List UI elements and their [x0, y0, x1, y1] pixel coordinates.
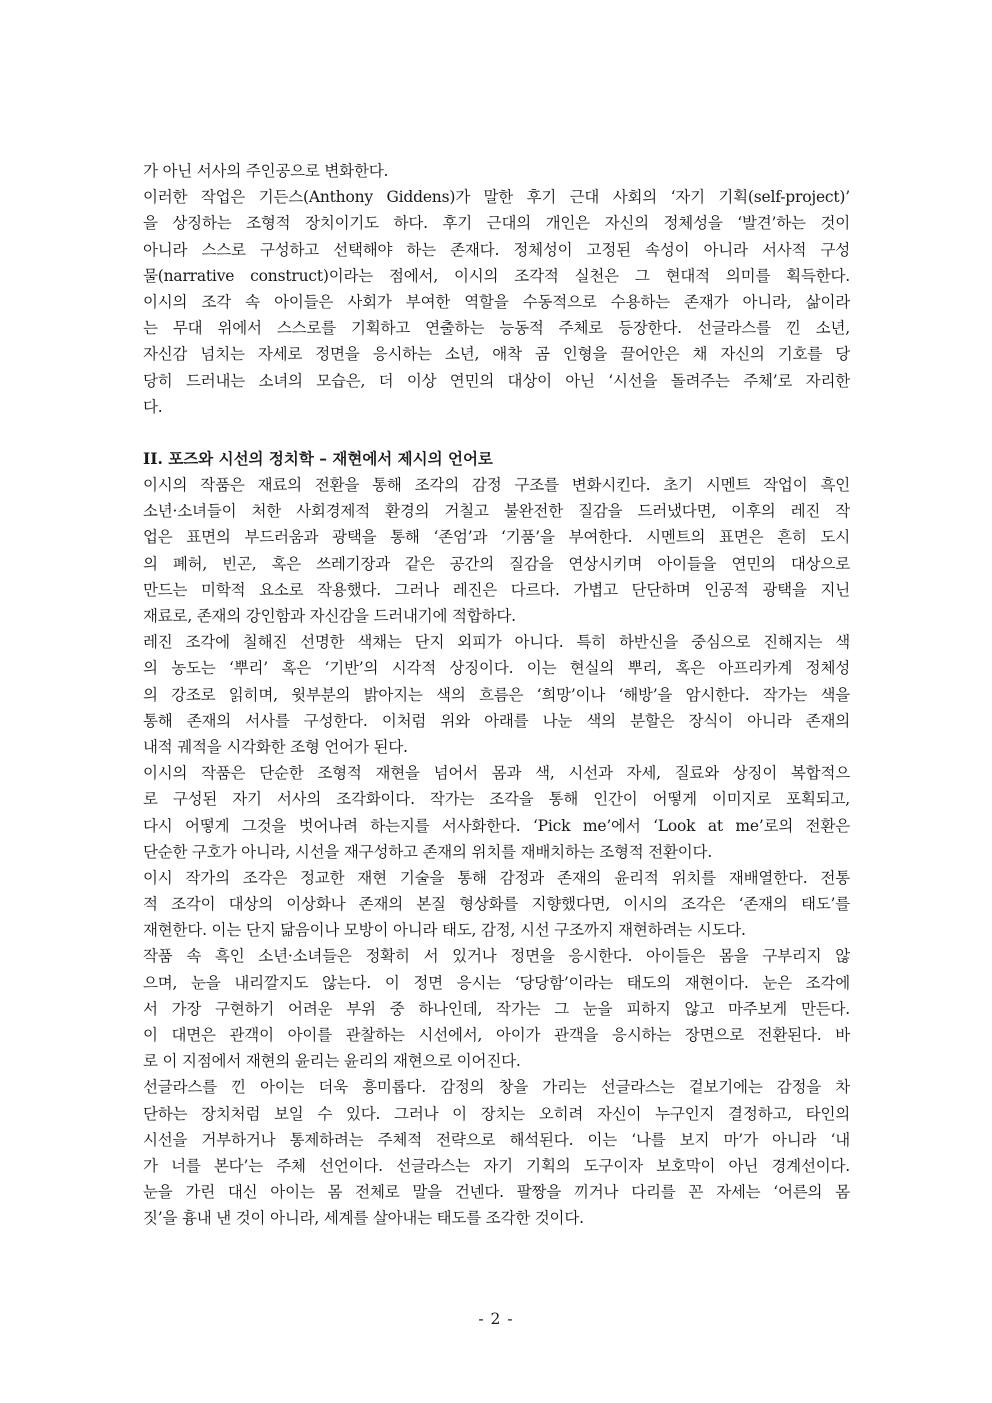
intro-paragraphs	[143, 158, 850, 420]
text-line: 다시 어떻게 그것을 벗어나려 하는지를 서사화한다. ‘Pick me’에서 ‘Look at me’로의 전환은	[143, 816, 850, 835]
text-line: 서 가장 구현하기 어려운 부위 중 하나인데, 작가는 그 눈을 피하지 않고 마주보게 만든다.	[143, 999, 850, 1018]
text-line: 이시의 작품은 단순한 조형적 재현을 넘어서 몸과 색, 시선과 자세, 질료와 상징이 복합적으	[143, 764, 850, 783]
text-line: 단순한 구호가 아니라, 시선을 재구성하고 존재의 위치를 재배치하는 조형적 전환이다.	[143, 842, 713, 861]
text-line: 소년·소녀들이 처한 사회경제적 환경의 거칠고 불완전한 질감을 드러냈다면, 이후의 레진 작	[143, 502, 850, 521]
text-line: 내적 궤적을 시각화한 조형 언어가 된다.	[143, 737, 408, 756]
text-line: 가 너를 본다’는 주체 선언이다. 선글라스는 자기 기획의 도구이자 보호막이 아닌 경계선이다.	[143, 1156, 850, 1175]
text-line: 의 농도는 ‘뿌리’ 혹은 ‘기반’의 시각적 상징이다. 이는 현실의 뿌리, 혹은 아프리카계 정체성	[143, 659, 850, 678]
text-line: 시선을 거부하거나 통제하려는 주체적 전략으로 해석된다. 이는 ‘나를 보지 마’가 아니라 ‘내	[143, 1130, 850, 1149]
text-line: 재료로, 존재의 강인함과 자신감을 드러내기에 적합하다.	[143, 607, 516, 625]
text-line: 로 구성된 자기 서사의 조각화이다. 작가는 조각을 통해 인간이 어떻게 이미지로 포획되고,	[143, 790, 850, 809]
text-line: 가 아닌 서사의 주인공으로 변화한다.	[143, 162, 389, 180]
text-line: 의 강조로 읽히며, 윗부분의 밝아지는 색의 흐름은 ‘희망’이나 ‘해방’을 암시한다. 작가는 색을	[143, 685, 850, 704]
text-line: 이시 작가의 조각은 정교한 재현 기술을 통해 감정과 존재의 윤리적 위치를 재배열한다. 전통	[143, 868, 850, 887]
document-body	[143, 158, 850, 1232]
text-line: 다.	[143, 397, 163, 416]
text-line: 이 대면은 관객이 아이를 관찰하는 시선에서, 아이가 관객을 응시하는 장면으로 전환된다. 바	[143, 1026, 850, 1044]
section-paragraphs	[143, 472, 850, 1231]
text-line: 의 폐허, 빈곤, 혹은 쓰레기장과 같은 공간의 질감을 연상시키며 아이들을 연민의 대상으로	[143, 554, 850, 573]
text-line: 이시의 작품은 재료의 전환을 통해 조각의 감정 구조를 변화시킨다. 초기 시멘트 작업이 흑인	[143, 476, 850, 495]
text-line: 이시의 조각 속 아이들은 사회가 부여한 역할을 수동적으로 수용하는 존재가 아니라, 삶이라	[143, 292, 850, 311]
text-line: 으며, 눈을 내리깔지도 않는다. 이 정면 응시는 ‘당당함’이라는 태도의 재현이다. 눈은 조각에	[143, 973, 850, 992]
section-gap	[143, 420, 850, 446]
text-line: 을 상징하는 조형적 장치이기도 하다. 후기 근대의 개인은 자신의 정체성을 ‘발견’하는 것이	[143, 214, 850, 233]
text-line: 물(narrative construct)이라는 점에서, 이시의 조각적 실천은 그 현대적 의미를 획득한다.	[143, 266, 850, 285]
text-line: 단하는 장치처럼 보일 수 있다. 그러나 이 장치는 오히려 자신이 누구인지 결정하고, 타인의	[143, 1104, 850, 1123]
text-line: 선글라스를 낀 아이는 더욱 흥미롭다. 감정의 창을 가리는 선글라스는 겉보기에는 감정을 차	[143, 1078, 850, 1097]
text-line: 레진 조각에 칠해진 선명한 색채는 단지 외피가 아니다. 특히 하반신을 중심으로 진해지는 색	[143, 633, 850, 652]
text-line: 이러한 작업은 기든스(Anthony Giddens)가 말한 후기 근대 사회의 ‘자기 기획(self-project)’	[143, 188, 850, 207]
text-line: 만드는 미학적 요소로 작용했다. 그러나 레진은 다르다. 가볍고 단단하며 인공적 광택을 지닌	[143, 580, 850, 599]
text-line: 로 이 지점에서 재현의 윤리는 윤리의 재현으로 이어진다.	[143, 1052, 521, 1071]
text-line: 작품 속 흑인 소년·소녀들은 정확히 서 있거나 정면을 응시한다. 아이들은 몸을 구부리지 않	[143, 947, 850, 966]
text-line: 통해 존재의 서사를 구성한다. 이처럼 위와 아래를 나눈 색의 분할은 장식이 아니라 존재의	[143, 711, 850, 730]
text-line: 아니라 스스로 구성하고 선택해야 하는 존재다. 정체성이 고정된 속성이 아니라 서사적 구성	[143, 240, 850, 259]
text-line: 당히 드러내는 소녀의 모습은, 더 이상 연민의 대상이 아닌 ‘시선을 돌려주는 주체’로 자리한	[143, 371, 850, 390]
text-line: 적 조각이 대상의 이상화나 존재의 본질 형상화를 지향했다면, 이시의 조각은 ‘존재의 태도’를	[143, 895, 850, 914]
text-line: 자신감 넘치는 자세로 정면을 응시하는 소년, 애착 곰 인형을 끌어안은 채 자신의 기호를 당	[143, 345, 850, 364]
text-line: 눈을 가린 대신 아이는 몸 전체로 말을 건넨다. 팔짱을 끼거나 다리를 꼰 자세는 ‘어른의 몸	[143, 1183, 850, 1202]
section-heading: II. 포즈와 시선의 정치학 – 재현에서 제시의 언어로	[143, 448, 493, 468]
page-number: - 2 -	[478, 1310, 514, 1328]
text-line: 는 무대 위에서 스스로를 기획하고 연출하는 능동적 주체로 등장한다. 선글라스를 낀 소년,	[143, 319, 850, 338]
text-line: 짓’을 흉내 낸 것이 아니라, 세계를 살아내는 태도를 조각한 것이다.	[143, 1209, 584, 1228]
text-line: 재현한다. 이는 단지 닮음이나 모방이 아니라 태도, 감정, 시선 구조까지 재현하려는 시도다.	[143, 921, 746, 940]
text-line: 업은 표면의 부드러움과 광택을 통해 ‘존엄’과 ‘기품’을 부여한다. 시멘트의 표면은 흔히 도시	[143, 528, 850, 547]
